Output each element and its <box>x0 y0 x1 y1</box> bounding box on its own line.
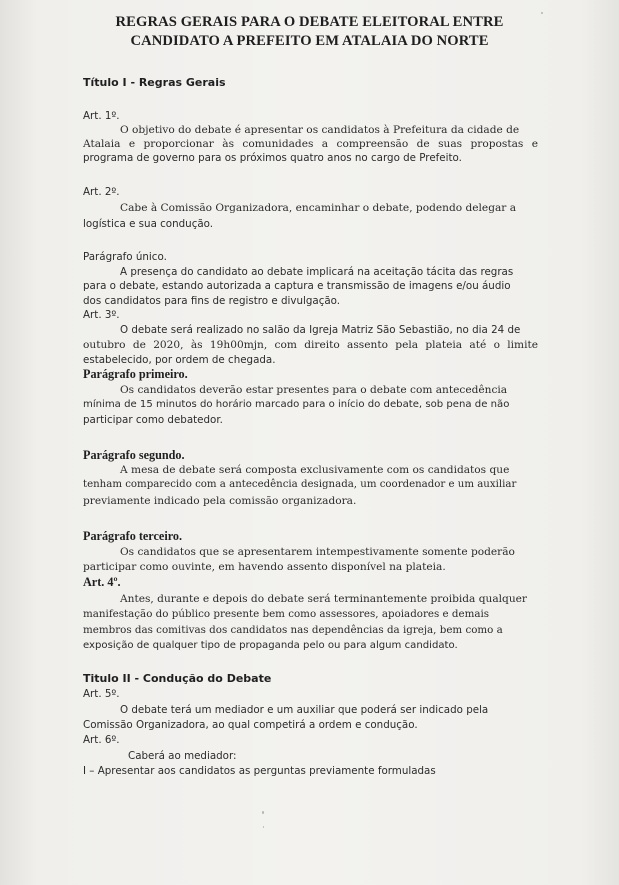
paragrafo-terceiro-label: Parágrafo terceiro. <box>83 529 183 543</box>
art1-line-2: Atalaia e proporcionar às comunidades a compreensão de suas propostas e <box>83 138 538 150</box>
art3-label: Art. 3º. <box>83 309 120 321</box>
scan-speck <box>263 826 264 828</box>
art2-line-2: logística e sua condução. <box>83 218 214 230</box>
scan-speck <box>541 12 543 14</box>
document-title-line-2: CANDIDATO A PREFEITO EM ATALAIA DO NORTE <box>130 33 489 49</box>
paragrafo-segundo-label: Parágrafo segundo. <box>83 448 185 462</box>
art4-line-1: Antes, durante e depois do debate será terminantemente proibida qualquer <box>120 593 527 605</box>
section-heading-conducao: Titulo II - Condução do Debate <box>83 672 272 685</box>
paragrafo-segundo-line-1: A mesa de debate será composta exclusivamente com os candidatos que <box>120 464 510 476</box>
paragrafo-unico-label: Parágrafo único. <box>83 251 167 263</box>
paragrafo-terceiro-line-2: participar como ouvinte, em havendo assento disponível na plateia. <box>83 561 446 573</box>
art2-line-1: Cabe à Comissão Organizadora, encaminhar o debate, podendo delegar a <box>120 202 517 214</box>
paragrafo-terceiro-line-1: Os candidatos que se apresentarem intempestivamente somente poderão <box>120 546 515 558</box>
paragrafo-unico-line-1: A presença do candidato ao debate implicará na aceitação tácita das regras <box>120 266 514 278</box>
paragrafo-unico-line-3: dos candidatos para fins de registro e divulgação. <box>83 295 341 307</box>
section-heading-regras-gerais: Título I - Regras Gerais <box>83 76 226 89</box>
paragrafo-unico-line-2: para o debate, estando autorizada a captura e transmissão de imagens e/ou áudio <box>83 280 511 292</box>
document-title-line-1: REGRAS GERAIS PARA O DEBATE ELEITORAL ENTRE <box>115 14 504 30</box>
art4-line-3: membros das comitivas dos candidatos nas dependências da igreja, bem como a <box>83 624 503 636</box>
art4-line-2: manifestação do público presente bem como assessores, apoiadores e demais <box>83 608 490 620</box>
art6-line-1: Caberá ao mediador: <box>128 750 237 762</box>
paragrafo-primeiro-line-3: participar como debatedor. <box>83 414 223 426</box>
paragrafo-primeiro-line-1: Os candidatos deverão estar presentes para o debate com antecedência <box>120 384 508 396</box>
art5-label: Art. 5º. <box>83 688 120 700</box>
art1-line-3: programa de governo para os próximos quatro anos no cargo de Prefeito. <box>83 152 462 164</box>
scan-speck <box>262 811 264 814</box>
art3-line-1: O debate será realizado no salão da Igreja Matriz São Sebastião, no dia 24 de <box>120 324 521 336</box>
art6-label: Art. 6º. <box>83 734 120 746</box>
art5-line-2: Comissão Organizadora, ao qual competirá a ordem e condução. <box>83 719 418 731</box>
paragrafo-segundo-line-2: tenham comparecido com a antecedência designada, um coordenador e um auxiliar <box>83 479 517 490</box>
paragrafo-primeiro-line-2: mínima de 15 minutos do horário marcado para o início do debate, sob pena de não <box>83 399 510 410</box>
art4-line-4: exposição de qualquer tipo de propaganda pelo ou para algum candidato. <box>83 640 458 651</box>
art3-line-2: outubro de 2020, às 19h00mjn, com direito assento pela plateia até o limite <box>83 339 538 351</box>
art1-label: Art. 1º. <box>83 110 120 122</box>
paragrafo-primeiro-label: Parágrafo primeiro. <box>83 367 188 381</box>
art2-label: Art. 2º. <box>83 186 120 198</box>
art4-label: Art. 4º. <box>83 575 121 589</box>
art6-line-2: I – Apresentar aos candidatos as perguntas previamente formuladas <box>83 765 436 777</box>
art1-line-1: O objetivo do debate é apresentar os candidatos à Prefeitura da cidade de <box>120 124 520 136</box>
paragrafo-segundo-line-3: previamente indicado pela comissão organizadora. <box>83 495 357 507</box>
art5-line-1: O debate terá um mediador e um auxiliar que poderá ser indicado pela <box>120 704 489 716</box>
art3-line-3: estabelecido, por ordem de chegada. <box>83 354 276 366</box>
